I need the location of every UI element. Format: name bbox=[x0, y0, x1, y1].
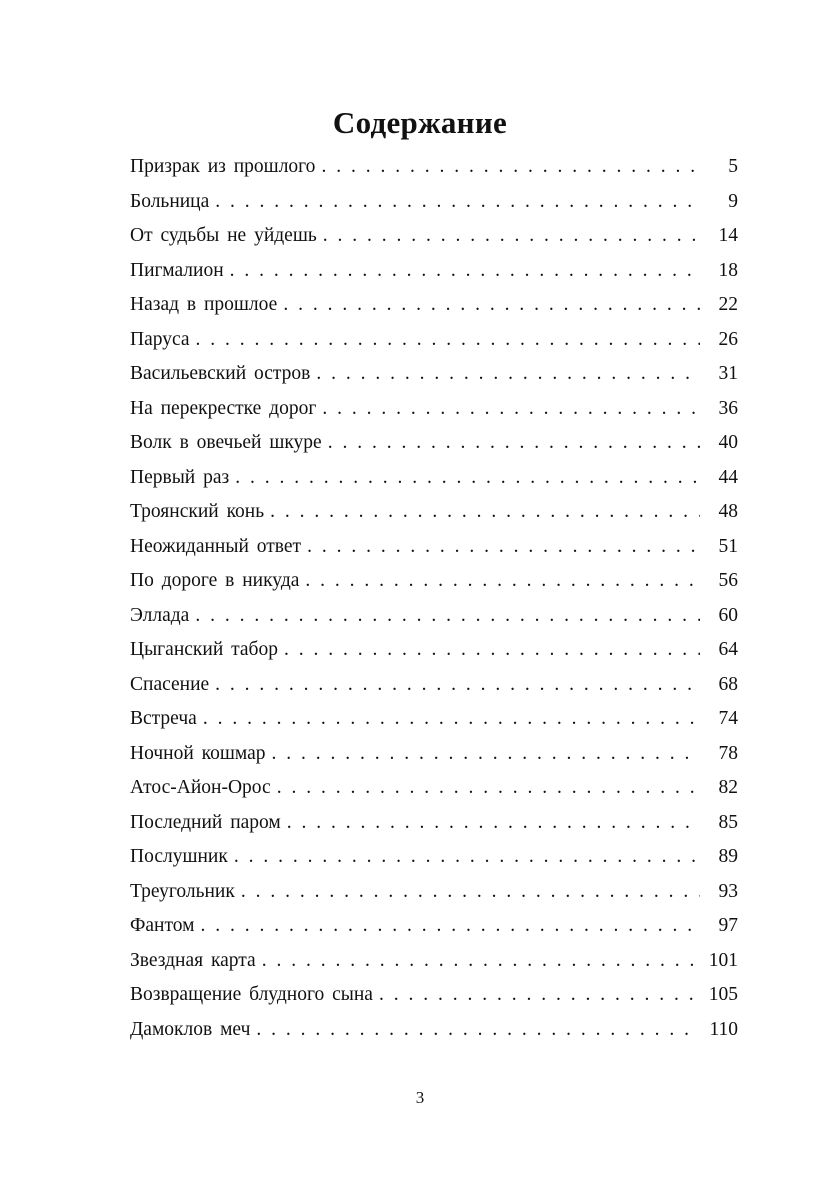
toc-entry bbox=[130, 633, 738, 668]
toc-entry-title: Больница bbox=[130, 190, 210, 212]
toc-entry-page-number: 14 bbox=[718, 225, 738, 246]
toc-entry-title: Послушник bbox=[130, 846, 228, 867]
toc-entry bbox=[130, 495, 738, 530]
toc-entry-title: Дамоклов меч bbox=[130, 1018, 251, 1040]
toc-entry-page-number: 18 bbox=[718, 259, 738, 281]
dot-leader bbox=[200, 909, 700, 944]
toc-entry-title: Треугольник bbox=[130, 880, 235, 902]
toc-entry-title: От судьбы не уйдешь bbox=[130, 225, 317, 246]
toc-entry bbox=[130, 426, 738, 461]
toc-entry bbox=[130, 323, 738, 358]
toc-entry-page-number: 9 bbox=[728, 190, 738, 212]
toc-entry bbox=[130, 909, 738, 944]
toc-entry bbox=[130, 392, 738, 427]
toc-entry-page-number: 82 bbox=[718, 777, 738, 798]
toc-entry-title: Волк в овечьей шкуре bbox=[130, 432, 322, 453]
toc-entry bbox=[130, 668, 738, 703]
toc-entry bbox=[130, 530, 738, 565]
dot-leader bbox=[270, 495, 700, 530]
toc-entry-page-number: 97 bbox=[718, 915, 738, 936]
dot-leader bbox=[277, 771, 700, 806]
table-of-contents bbox=[130, 150, 738, 1047]
toc-entry bbox=[130, 150, 738, 185]
toc-entry-title: Пигмалион bbox=[130, 259, 224, 281]
toc-entry bbox=[130, 737, 738, 772]
dot-leader bbox=[230, 254, 700, 289]
toc-entry-page-number: 40 bbox=[718, 432, 738, 453]
toc-entry bbox=[130, 702, 738, 737]
dot-leader bbox=[203, 702, 700, 737]
toc-entry bbox=[130, 357, 738, 392]
dot-leader bbox=[234, 840, 700, 875]
dot-leader bbox=[379, 978, 700, 1013]
dot-leader bbox=[215, 668, 700, 703]
dot-leader bbox=[316, 357, 700, 392]
toc-entry-title: Паруса bbox=[130, 328, 190, 350]
toc-entry-page-number: 44 bbox=[718, 466, 738, 488]
dot-leader bbox=[323, 219, 700, 254]
toc-entry-page-number: 89 bbox=[718, 846, 738, 867]
dot-leader bbox=[215, 185, 700, 220]
dot-leader bbox=[241, 875, 700, 910]
toc-entry bbox=[130, 771, 738, 806]
dot-leader bbox=[256, 1013, 700, 1048]
toc-entry-page-number: 78 bbox=[718, 742, 738, 764]
dot-leader bbox=[321, 150, 700, 185]
toc-entry bbox=[130, 1013, 738, 1048]
toc-entry-page-number: 48 bbox=[718, 501, 738, 522]
toc-entry bbox=[130, 875, 738, 910]
toc-entry-title: Цыганский табор bbox=[130, 639, 278, 660]
toc-entry-title: Эллада bbox=[130, 604, 190, 626]
toc-entry bbox=[130, 288, 738, 323]
toc-entry bbox=[130, 978, 738, 1013]
toc-entry-page-number: 64 bbox=[718, 639, 738, 660]
toc-entry-page-number: 101 bbox=[708, 949, 738, 971]
toc-entry bbox=[130, 254, 738, 289]
toc-entry bbox=[130, 185, 738, 220]
toc-entry-page-number: 31 bbox=[718, 363, 738, 384]
toc-entry bbox=[130, 806, 738, 841]
toc-entry-title: Первый раз bbox=[130, 466, 230, 488]
toc-entry-title: Атос-Айон-Орос bbox=[130, 777, 271, 798]
dot-leader bbox=[287, 806, 700, 841]
toc-entry-page-number: 5 bbox=[728, 156, 738, 177]
dot-leader bbox=[262, 944, 700, 979]
dot-leader bbox=[322, 392, 700, 427]
toc-entry-title: Спасение bbox=[130, 673, 210, 695]
toc-entry bbox=[130, 564, 738, 599]
toc-entry-title: Призрак из прошлого bbox=[130, 156, 316, 177]
toc-entry-page-number: 26 bbox=[718, 328, 738, 350]
toc-entry-page-number: 51 bbox=[718, 535, 738, 557]
toc-entry-title: Фантом bbox=[130, 915, 195, 936]
toc-entry-page-number: 105 bbox=[708, 984, 738, 1005]
toc-entry-title: Васильевский остров bbox=[130, 363, 311, 384]
toc-entry-title: Последний паром bbox=[130, 811, 281, 833]
toc-entry-page-number: 85 bbox=[718, 811, 738, 833]
toc-entry-title: Назад в прошлое bbox=[130, 294, 278, 315]
dot-leader bbox=[272, 737, 701, 772]
dot-leader bbox=[307, 530, 700, 565]
dot-leader bbox=[283, 288, 700, 323]
toc-entry-title: Звездная карта bbox=[130, 949, 256, 971]
toc-entry bbox=[130, 944, 738, 979]
page-title: Содержание bbox=[332, 104, 508, 140]
toc-entry-title: Неожиданный ответ bbox=[130, 535, 302, 557]
toc-entry-page-number: 60 bbox=[718, 604, 738, 626]
toc-entry-title: По дороге в никуда bbox=[130, 570, 300, 591]
dot-leader bbox=[195, 599, 700, 634]
toc-entry-page-number: 36 bbox=[718, 397, 738, 419]
toc-entry-title: Возвращение блудного сына bbox=[130, 984, 373, 1005]
page-number: 3 bbox=[415, 1088, 425, 1107]
toc-entry-page-number: 110 bbox=[709, 1018, 738, 1040]
toc-entry-page-number: 56 bbox=[718, 570, 738, 591]
toc-entry-page-number: 93 bbox=[718, 880, 738, 902]
toc-entry-title: На перекрестке дорог bbox=[130, 397, 317, 419]
toc-entry bbox=[130, 461, 738, 496]
dot-leader bbox=[328, 426, 700, 461]
toc-entry-page-number: 74 bbox=[718, 708, 738, 729]
toc-entry-page-number: 68 bbox=[718, 673, 738, 695]
toc-entry bbox=[130, 840, 738, 875]
toc-entry-title: Встреча bbox=[130, 708, 197, 729]
dot-leader bbox=[284, 633, 700, 668]
toc-entry-page-number: 22 bbox=[718, 294, 738, 315]
dot-leader bbox=[305, 564, 700, 599]
dot-leader bbox=[235, 461, 700, 496]
dot-leader bbox=[196, 323, 700, 358]
toc-entry bbox=[130, 219, 738, 254]
toc-entry bbox=[130, 599, 738, 634]
toc-entry-title: Троянский конь bbox=[130, 501, 265, 522]
toc-entry-title: Ночной кошмар bbox=[130, 742, 266, 764]
